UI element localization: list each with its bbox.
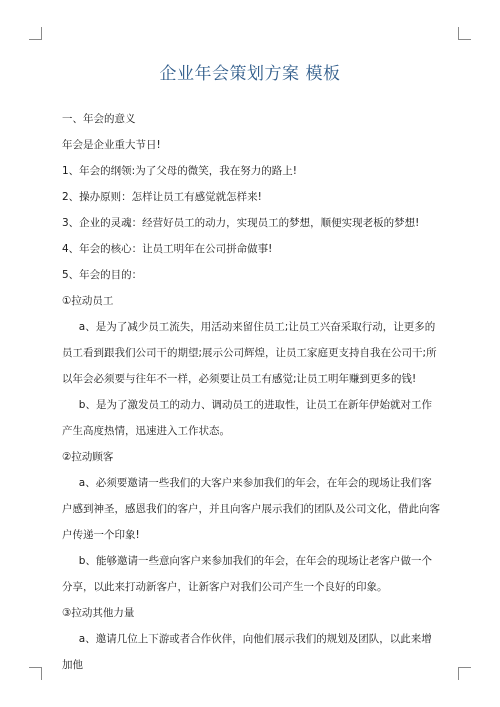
paragraph: 5、年会的目的： <box>62 269 143 281</box>
paragraph: 4、年会的核心：让员工明年在公司拼命做事! <box>62 243 273 255</box>
paragraph: 3、企业的灵魂：经营好员工的动力，实现员工的梦想，顺便实现老板的梦想! <box>62 217 420 229</box>
paragraph: ②拉动顾客 <box>62 451 114 463</box>
paragraph: b、是为了激发员工的动力、调动员工的进取性，让员工在新年伊始就对工作产生高度热情，迅速进入工作状态。 <box>62 399 432 437</box>
page-corner-mark-top-left <box>29 27 42 40</box>
page-corner-mark-bottom-right <box>458 667 471 680</box>
document-body <box>62 106 442 678</box>
page-corner-mark-top-right <box>458 27 471 40</box>
paragraph: 一、年会的意义 <box>62 113 136 125</box>
paragraph: 2、操办原则：怎样让员工有感觉就怎样来! <box>62 191 262 203</box>
paragraph: a、必须要邀请一些我们的大客户来参加我们的年会，在年会的现场让我们客户感到神圣，感恩我们的客户，并且向客户展示我们的团队及公司文化，借此向客户传递一个印象! <box>62 477 440 541</box>
paragraph: ①拉动员工 <box>62 295 114 307</box>
document-title: 企业年会策划方案 模板 <box>159 64 341 84</box>
paragraph: 1、年会的纲领:为了父母的微笑，我在努力的路上! <box>62 165 297 177</box>
paragraph: a、邀请几位上下游或者合作伙伴，向他们展示我们的规划及团队，以此来增加他 <box>62 633 432 671</box>
paragraph: ③拉动其他力量 <box>62 607 135 619</box>
page-corner-mark-bottom-left <box>29 667 42 680</box>
paragraph: a、是为了减少员工流失，用活动来留住员工;让员工兴奋采取行动，让更多的员工看到跟我们公司干的期望;展示公司辉煌，让员工家庭更支持自我在公司干;所以年会必须要与往年不一样，必须要让员工有感觉;让员工明年赚到更多的钱! <box>62 321 437 385</box>
paragraph: 年会是企业重大节日! <box>62 139 161 151</box>
paragraph: b、能够邀请一些意向客户来参加我们的年会，在年会的现场让老客户做一个分享，以此来打动新客户，让新客户对我们公司产生一个良好的印象。 <box>62 555 432 593</box>
